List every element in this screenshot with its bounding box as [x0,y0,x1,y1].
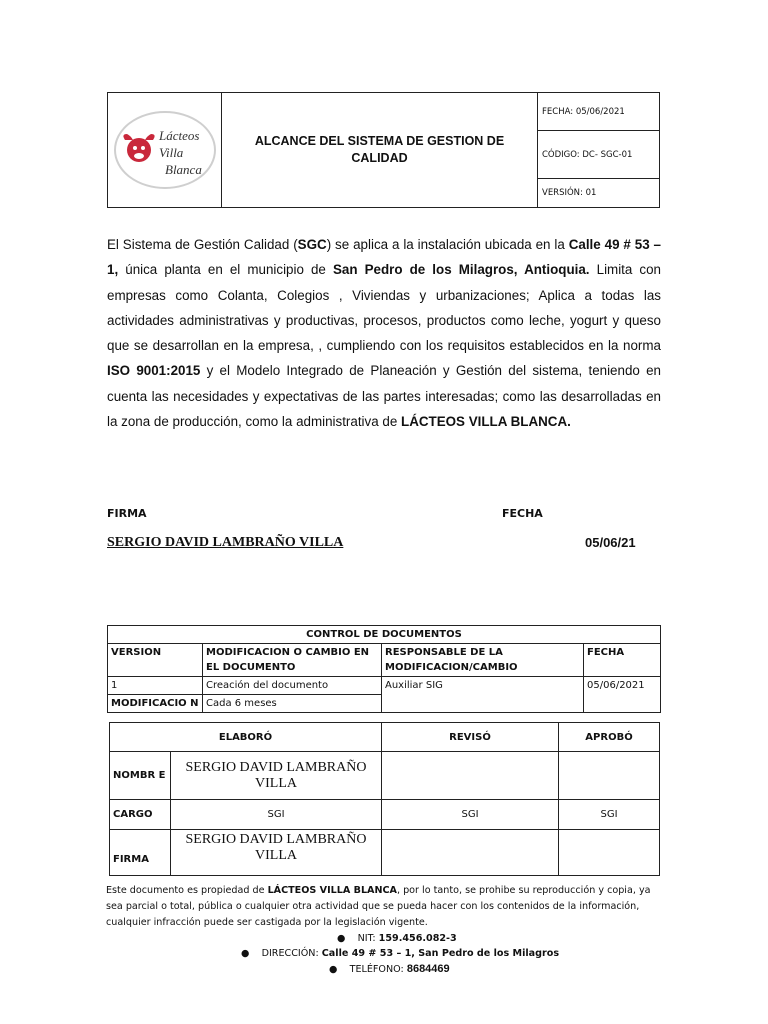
table-cell [559,752,660,800]
cargo-reviso: SGI [382,800,559,830]
firma-value: SERGIO DAVID LAMBRAÑO VILLA [171,830,382,876]
text-run: El Sistema de Gestión Calidad ( [107,237,298,252]
company-logo [113,110,217,190]
fecha-cell: FECHA: 05/06/2021 [538,93,660,131]
telefono-value: 8684469 [406,963,450,975]
nit-value: 159.456.082-3 [378,933,457,944]
approvals-table [109,722,660,876]
codigo-cell: CÓDIGO: DC- SGC-01 [538,131,660,178]
cargo-label: CARGO [110,800,171,830]
table-cell: Creación del documento [203,677,382,695]
document-title: ALCANCE DEL SISTEMA DE GESTION DE CALIDAD [222,93,538,208]
telefono-line: ● TELÉFONO: 8684469 [329,963,450,975]
text-run: , por lo tanto, se prohibe su reproducción y copia, ya sea parcial o total, pública o cualquier otra actividad que se pueda hacer con los contenidos de la información, cualquier infracción puede ser castigada por la legislación vigente. [106,885,651,928]
elaboro-header: ELABORÓ [110,723,382,752]
reviso-header: REVISÓ [382,723,559,752]
iso-term: ISO 9001:2015 [107,363,201,379]
col-responsable: RESPONSABLE DE LA MODIFICACION/CAMBIO [382,644,584,677]
col-version: VERSION [108,644,203,677]
control-title: CONTROL DE DOCUMENTOS [108,626,661,644]
col-fecha: FECHA [584,644,661,677]
table-cell: MODIFICACIO N [108,695,203,713]
version-cell: VERSIÓN: 01 [538,178,660,207]
text-run: Limita con empresas como Colanta, Colegios , Viviendas y urbanizaciones; Aplica a todas las actividades administrativas y productivas, procesos, productos como leche, yogurt y queso que se desarrollan en la empresa, , cumpliendo con los requisitos establecidos en la norma [107,262,661,354]
company-term: LÁCTEOS VILLA BLANCA. [401,414,571,430]
table-cell: 1 [108,677,203,695]
nombre-value: SERGIO DAVID LAMBRAÑO VILLA [171,752,382,800]
nit-label: NIT: [357,933,379,944]
text-run: y el Modelo Integrado de Planeación y Gestión del sistema, teniendo en cuenta las necesidades y expectativas de las partes interesadas; como las desarrolladas en la zona de producción, como la administrativa de [107,363,661,430]
cargo-elaboro: SGI [171,800,382,830]
table-cell: 05/06/2021 [584,677,661,713]
nit-line: ● NIT: 159.456.082-3 [337,933,457,944]
logo-word-2: Villa [158,145,183,160]
aprobo-header: APROBÓ [559,723,660,752]
table-cell [382,752,559,800]
cargo-aprobo: SGI [559,800,660,830]
scope-paragraph [107,232,661,434]
text-run: Este documento es propiedad de [106,885,268,896]
text-run: ) se aplica a la instalación ubicada en la [326,237,569,252]
fecha-label: FECHA [502,507,543,520]
municipio-term: San Pedro de los Milagros, Antioquia. [332,262,590,278]
signer-name: SERGIO DAVID LAMBRAÑO VILLA [107,535,344,550]
logo-word-3: Blanca [164,162,202,177]
footer-notice [106,883,666,931]
text-run: única planta en el municipio de [118,262,333,278]
company-name: LÁCTEOS VILLA BLANCA [267,885,397,896]
col-modificacion: MODIFICACION O CAMBIO EN EL DOCUMENTO [203,644,382,677]
direccion-label: DIRECCIÓN: [261,948,322,959]
document-header [107,92,660,208]
table-cell: Auxiliar SIG [382,677,584,713]
sgc-term: SGC [297,237,327,252]
table-cell: Cada 6 meses [203,695,382,713]
signature-date: 05/06/21 [585,535,636,550]
nombre-label: NOMBR E [110,752,171,800]
address-term: Calle 49 # 53 –1, [107,237,661,278]
direccion-value: Calle 49 # 53 – 1, San Pedro de los Milagros [321,948,560,959]
table-cell [559,830,660,876]
direccion-line: ● DIRECCIÓN: Calle 49 # 53 – 1, San Pedro de los Milagros [241,948,560,959]
document-control-table [107,625,661,713]
firma-label: FIRMA [107,507,147,520]
table-cell [382,830,559,876]
logo-cell [108,93,222,208]
telefono-label: TELÉFONO: [349,964,407,975]
firma-row-label: FIRMA [110,830,171,876]
logo-word-1: Lácteos [158,128,199,143]
